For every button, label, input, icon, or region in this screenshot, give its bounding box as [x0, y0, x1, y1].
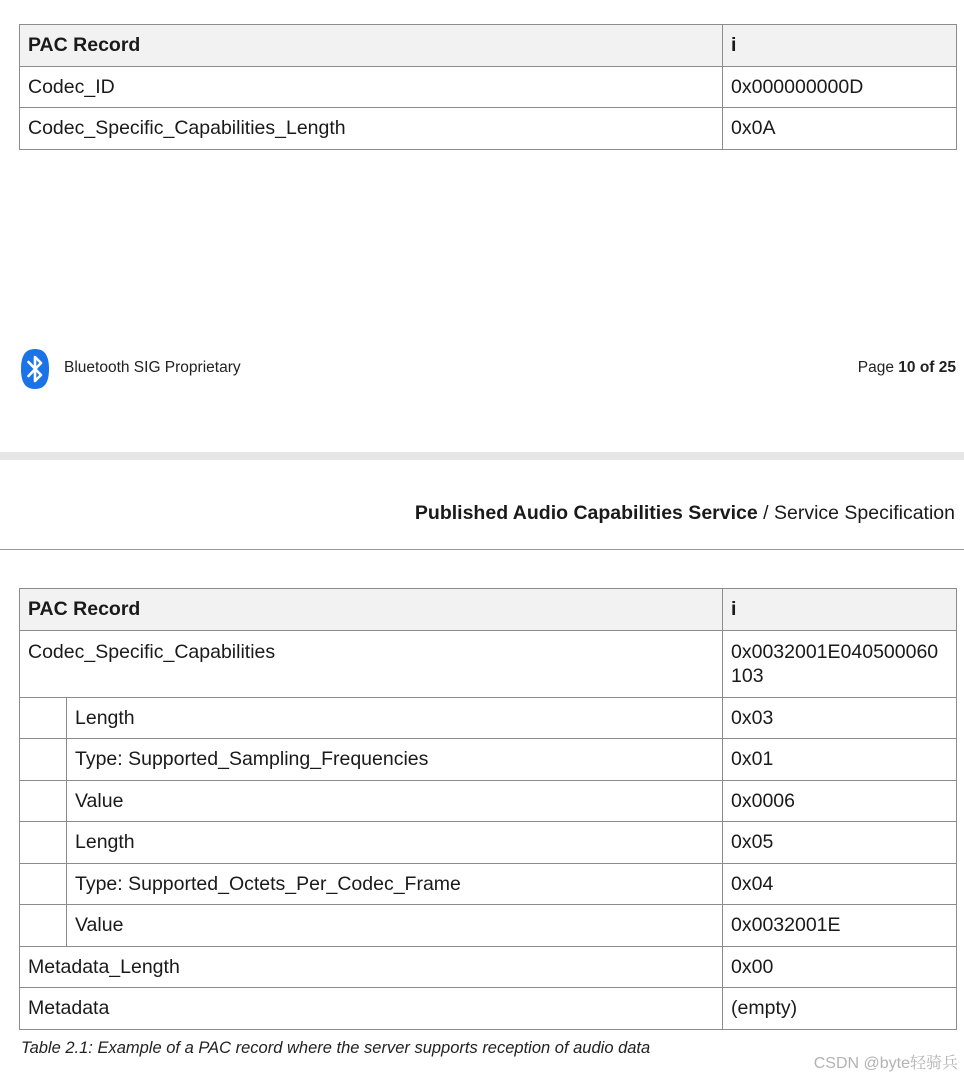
row-name: Length: [67, 822, 723, 864]
row-name: Value: [67, 780, 723, 822]
row-name: Type: Supported_Sampling_Frequencies: [67, 739, 723, 781]
indent-cell: [20, 739, 67, 781]
document-title: Published Audio Capabilities Service: [414, 502, 758, 524]
header-i: i: [723, 25, 957, 67]
table-caption: Table 2.1: Example of a PAC record where the server supports reception of audio data: [21, 1039, 651, 1057]
page-prefix: Page: [857, 359, 899, 376]
table-subrow: [20, 905, 957, 947]
table-subrow: [20, 780, 957, 822]
table-header-row: [20, 25, 957, 67]
document-header: [415, 502, 955, 525]
row-value: 0x03: [723, 697, 957, 739]
table-row: [20, 108, 957, 150]
row-value: 0x0006: [723, 780, 957, 822]
watermark: CSDN @byte轻骑兵: [813, 1055, 958, 1072]
indent-cell: [20, 822, 67, 864]
row-name: Value: [67, 905, 723, 947]
row-value: 0x05: [723, 822, 957, 864]
footer-proprietary-label: Bluetooth SIG Proprietary: [64, 359, 241, 376]
row-name: Codec_Specific_Capabilities_Length: [20, 108, 723, 150]
row-name: Codec_Specific_Capabilities: [20, 630, 723, 697]
row-value: 0x000000000D: [723, 66, 957, 108]
table-row: [20, 66, 957, 108]
indent-cell: [20, 863, 67, 905]
indent-cell: [20, 697, 67, 739]
page-footer: [0, 345, 964, 395]
page-number: [858, 359, 956, 377]
row-value: 0x0A: [723, 108, 957, 150]
document-subtitle: Service Specification: [773, 502, 955, 524]
header-pac-record: PAC Record: [20, 25, 723, 67]
row-name: Codec_ID: [20, 66, 723, 108]
header-divider: [0, 549, 964, 550]
pac-record-table: [19, 588, 957, 1030]
table-row: [20, 630, 957, 697]
row-value-line-1: 0x0032001E040500060: [731, 640, 939, 663]
row-value: 0x04: [723, 863, 957, 905]
table-subrow: [20, 863, 957, 905]
table-subrow: [20, 697, 957, 739]
header-i: i: [723, 589, 957, 631]
table-row: [20, 946, 957, 988]
bluetooth-icon: [21, 349, 49, 389]
page-number-value: 10 of 25: [898, 359, 956, 376]
header-separator: /: [757, 502, 774, 524]
row-value-line-2: 103: [731, 664, 764, 687]
header-pac-record: PAC Record: [20, 589, 723, 631]
row-name: Type: Supported_Octets_Per_Codec_Frame: [67, 863, 723, 905]
table-row: [20, 988, 957, 1030]
row-value: [723, 630, 957, 697]
row-value: (empty): [723, 988, 957, 1030]
table-subrow: [20, 739, 957, 781]
table-subrow: [20, 822, 957, 864]
row-name: Metadata: [20, 988, 723, 1030]
row-value: 0x01: [723, 739, 957, 781]
row-value: 0x00: [723, 946, 957, 988]
row-value: 0x0032001E: [723, 905, 957, 947]
table-header-row: [20, 589, 957, 631]
row-name: Metadata_Length: [20, 946, 723, 988]
indent-cell: [20, 780, 67, 822]
pac-record-table-top: [19, 24, 957, 150]
indent-cell: [20, 905, 67, 947]
page-separator: [0, 452, 964, 460]
row-name: Length: [67, 697, 723, 739]
